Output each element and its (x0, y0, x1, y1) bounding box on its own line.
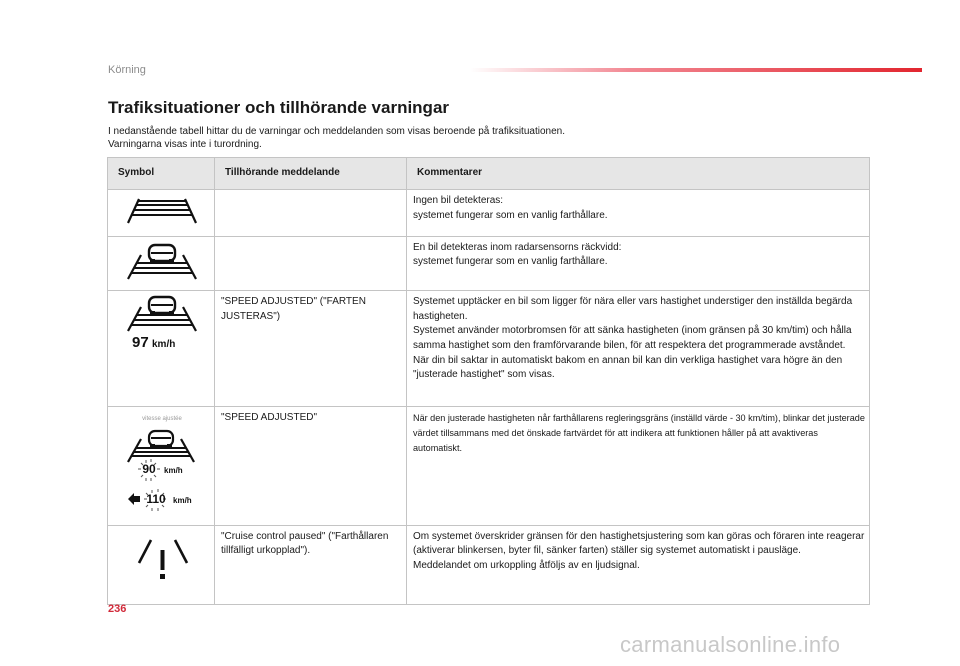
table-header-row (108, 158, 870, 190)
car-speed-97-icon (120, 295, 204, 351)
comment-cell (407, 236, 870, 291)
page-number: 236 (108, 603, 127, 615)
speed-unit: km/h (152, 339, 176, 351)
comment-line: systemet fungerar som en vanlig farthållare. (413, 209, 608, 221)
symbol-cell (108, 236, 215, 291)
comment-line: Ingen bil detekteras: (413, 195, 504, 206)
comment-cell (407, 190, 870, 237)
message-cell (215, 236, 407, 291)
comment-line: När din bil saktar in automatiskt bakom en annan bil kan din verkliga hastighet vara högre än den "justerade hastighet" som visas. (413, 354, 843, 381)
comment-line: När den justerade hastigheten når farthållarens regleringsgräns (inställd värde - 30 km/tim), blinkar det justerade värdet tillsammans med det önskade fartvärdet för att indikera att funktionen håller på att avaktiveras automatiskt. (413, 413, 865, 453)
intro-line: I nedanstående tabell hittar du de varningar och meddelanden som visas beroende på trafiksituationen. (108, 126, 565, 137)
speed-unit: km/h (173, 496, 192, 506)
speed-adjusted-blink-icon (116, 411, 208, 515)
intro-line: Varningarna visas inte i turordning. (108, 139, 262, 150)
speed-value: 90 (142, 462, 156, 477)
road-lanes-icon (122, 194, 202, 226)
message-cell: "SPEED ADJUSTED" ("FARTEN JUSTERAS") (215, 291, 407, 407)
message-cell (215, 190, 407, 237)
symbol-cell (108, 291, 215, 407)
intro-text (108, 125, 565, 151)
symbol-caption: vitesse ajustée (142, 416, 182, 423)
message-cell: "SPEED ADJUSTED" (215, 407, 407, 526)
symbol-cell (108, 525, 215, 604)
column-header-message: Tillhörande meddelande (215, 158, 407, 190)
speed-value: 110 (146, 492, 166, 507)
page-title: Trafiksituationer och tillhörande varningar (108, 98, 450, 117)
table-row (108, 236, 870, 291)
warnings-table (107, 157, 870, 605)
header-accent-bar (470, 68, 922, 72)
comment-cell (407, 407, 870, 526)
table-row (108, 291, 870, 407)
comment-line: Meddelandet om urkoppling åtföljs av en ljudsignal. (413, 559, 640, 571)
comment-line: Om systemet överskrider gränsen för den hastighetsjustering som kan göras och föraren inte reagerar (aktiverar blinkersen, byter fil, sänker farten) ställer sig systemet automatiskt i pausläge. (413, 530, 865, 557)
comment-line: Systemet upptäcker en bil som ligger för nära eller vars hastighet understiger den inställda begärda hastigheten. (413, 296, 853, 322)
watermark: carmanualsonline.info (620, 632, 841, 657)
speed-unit: km/h (164, 466, 183, 476)
comment-line: En bil detekteras inom radarsensorns räckvidd: (413, 241, 622, 253)
warning-exclamation-icon (122, 530, 202, 586)
column-header-symbol: Symbol (108, 158, 215, 190)
message-cell: "Cruise control paused" ("Farthållaren tillfälligt urkopplad"). (215, 525, 407, 604)
symbol-cell (108, 407, 215, 526)
table-row (108, 407, 870, 526)
car-on-road-icon (122, 241, 202, 281)
comment-line: systemet fungerar som en vanlig farthållare. (413, 256, 608, 268)
symbol-cell (108, 190, 215, 237)
column-header-comment: Kommentarer (407, 158, 870, 190)
section-label: Körning (108, 64, 146, 76)
speed-value: 97 (132, 334, 149, 352)
table-row (108, 525, 870, 604)
comment-line: Systemet använder motorbromsen för att sänka hastigheten (inom gränsen på 30 km/tim) och hålla samma hastighet som den framförvarande bilen, för att respektera det programmerade avståndet. (413, 325, 852, 351)
comment-cell (407, 291, 870, 407)
table-row (108, 190, 870, 237)
comment-cell (407, 525, 870, 604)
